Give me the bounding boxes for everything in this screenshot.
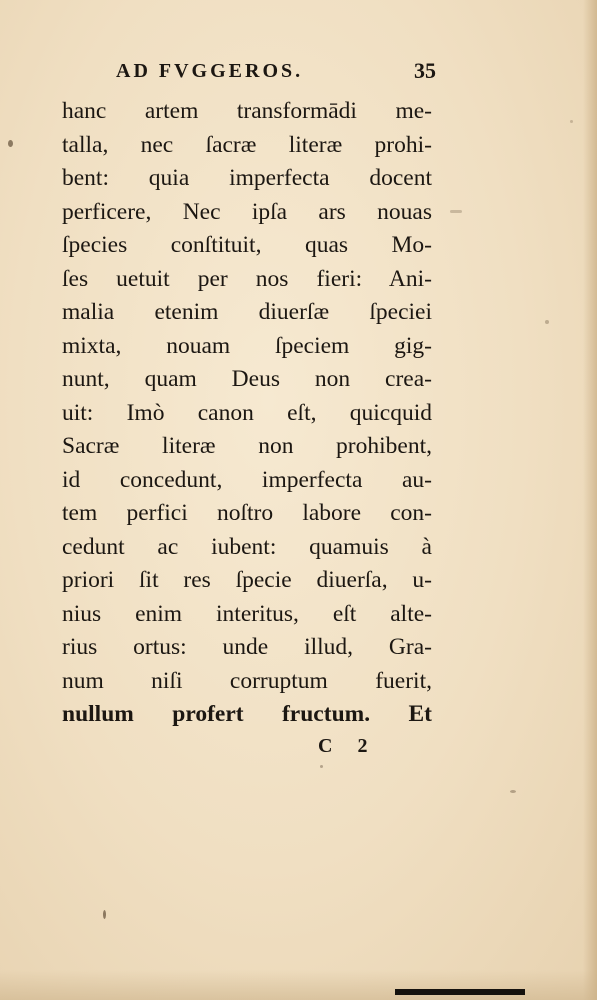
page-edge-shadow (583, 0, 597, 1000)
paper-speck (510, 790, 516, 793)
text-line: tem perfici noſtro labore con- (62, 500, 432, 526)
text-line: malia etenim diuerſæ ſpeciei (62, 299, 432, 325)
page-header (116, 60, 436, 90)
text-line: rius ortus: unde illud, Gra- (62, 634, 432, 660)
paper-speck (570, 120, 573, 123)
text-line: mixta, nouam ſpeciem gig- (62, 332, 432, 359)
paper-speck (8, 140, 13, 147)
text-line: cedunt ac iubent: quamuis à (62, 533, 432, 560)
body-text (62, 95, 432, 732)
text-line: nunt, quam Deus non crea- (62, 366, 432, 392)
running-title: AD FVGGEROS. (116, 60, 304, 82)
text-line: bent: quia imperfecta docent (62, 165, 432, 191)
text-line: uit: Imò canon eſt, quicquid (62, 399, 432, 426)
signature-mark: C 2 (318, 735, 378, 757)
text-line: ſpecies conſtituit, quas Mo- (62, 232, 432, 258)
page-bottom-shadow (0, 970, 597, 1000)
text-line: perficere, Nec ipſa ars nouas (62, 198, 432, 225)
paper-speck (545, 320, 549, 324)
text-line: Sacræ literæ non prohibent, (62, 433, 432, 459)
paper-speck (103, 910, 106, 919)
folio-number: 35 (414, 58, 436, 83)
text-line: num niſi corruptum fuerit, (62, 667, 432, 694)
text-line: nius enim interitus, eſt alte- (62, 600, 432, 627)
text-line: id concedunt, imperfecta au- (62, 466, 432, 493)
paper-speck (450, 210, 462, 213)
binding-strip (395, 989, 525, 995)
text-line: ſes uetuit per nos fieri: Ani- (62, 265, 432, 292)
text-line: hanc artem transformādi me- (62, 98, 432, 124)
text-line: talla, nec ſacræ literæ prohi- (62, 131, 432, 158)
paper-speck (320, 765, 323, 768)
text-line: nullum profert fructum. Et (62, 701, 432, 727)
text-line: priori ſit res ſpecie diuerſa, u- (62, 567, 432, 593)
